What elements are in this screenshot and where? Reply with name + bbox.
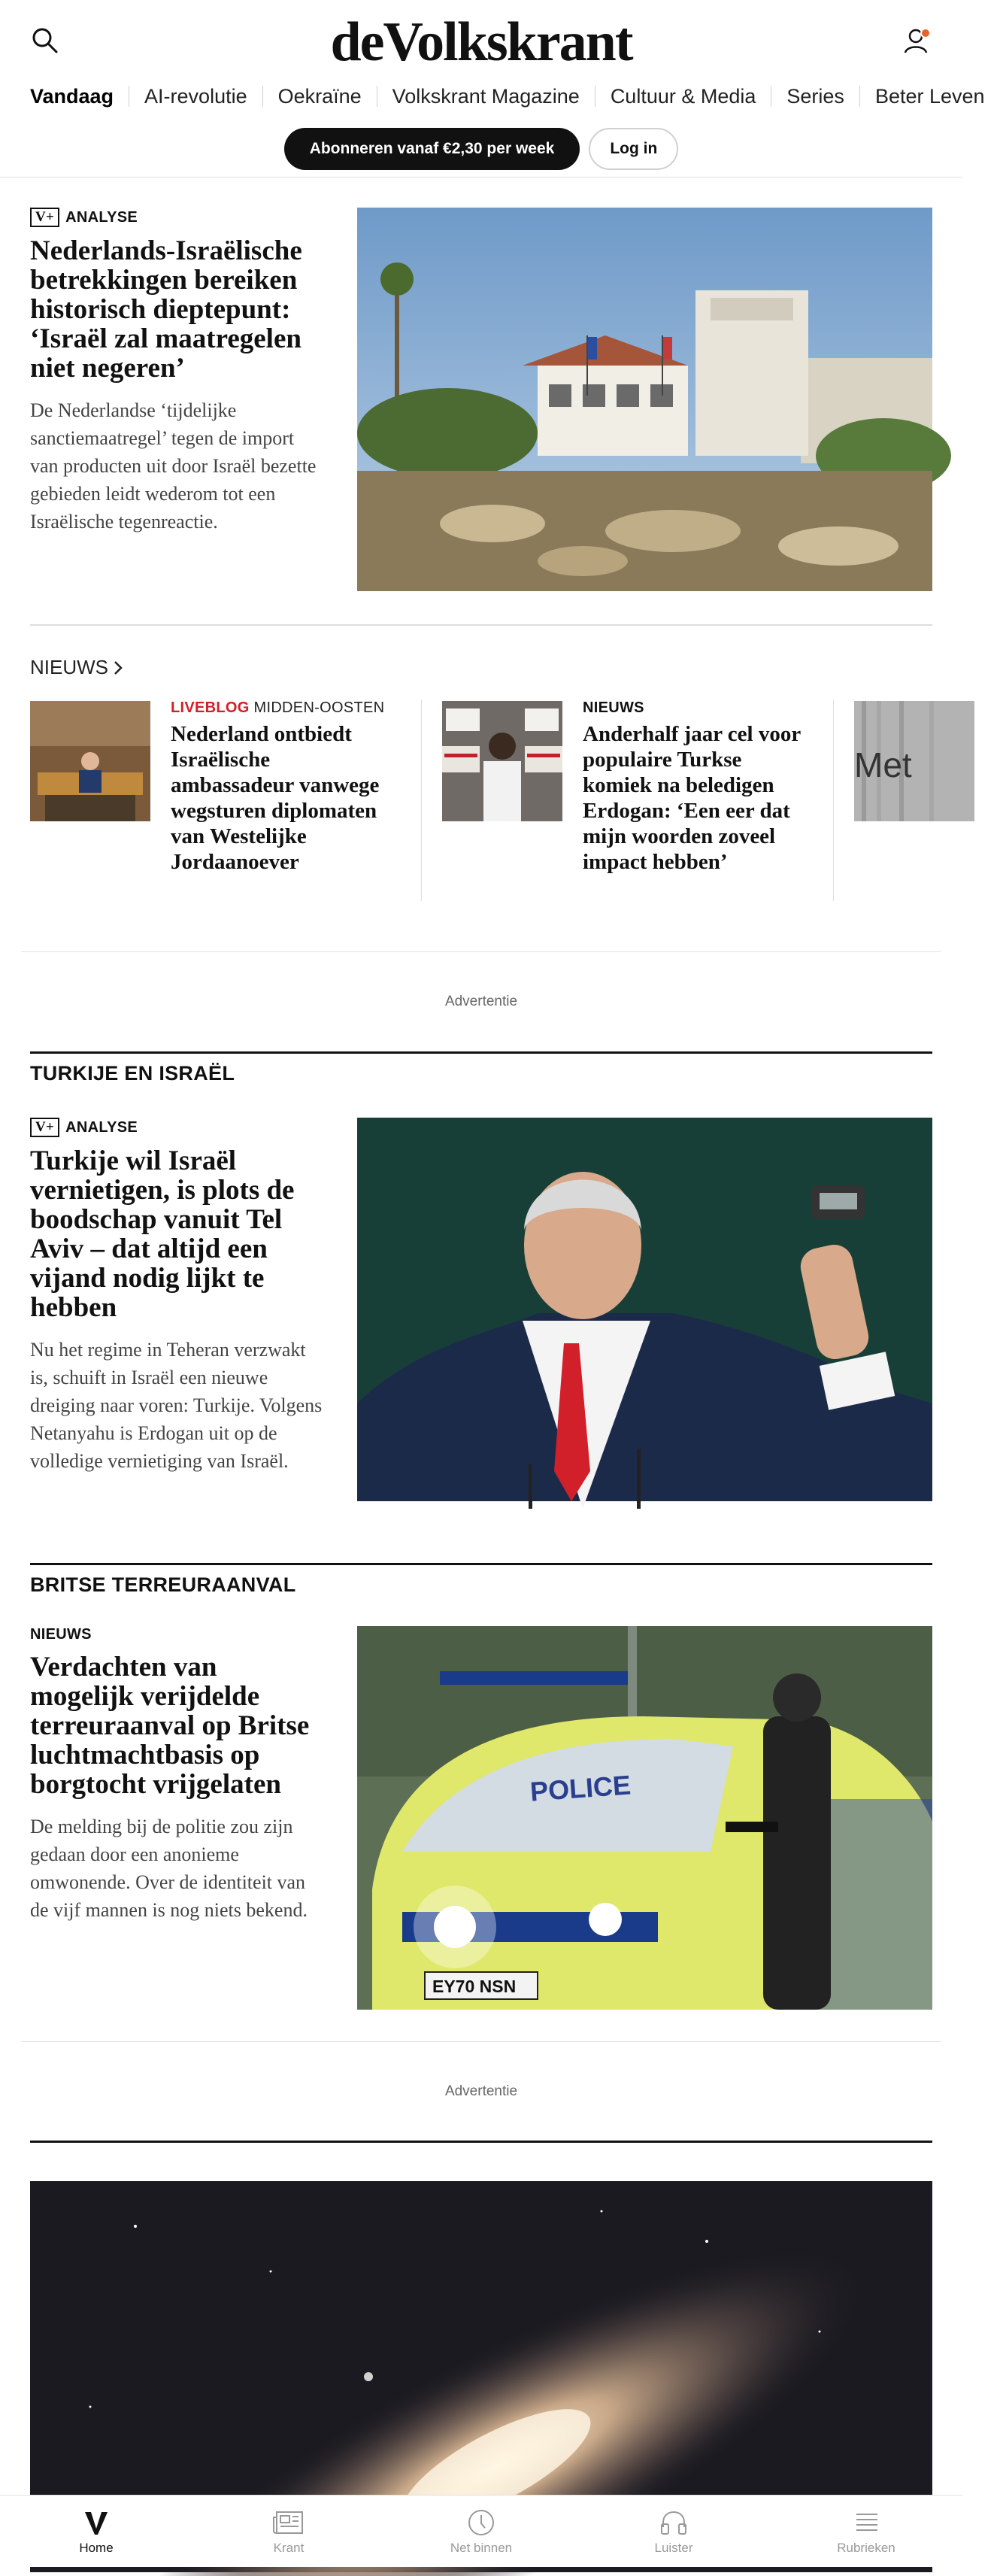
article-headline[interactable]: Nederlands-Israëlische betrekkingen bereiken historisch dieptepunt: ‘Israël zal maatregelen niet negeren’: [30, 235, 302, 384]
article-card[interactable]: [30, 1118, 932, 1501]
lead-article[interactable]: [30, 208, 932, 591]
police-car-text: POLICE: [529, 1769, 632, 1807]
label-text: NIEUWS: [30, 1626, 92, 1643]
nieuws-section-link[interactable]: [30, 656, 123, 679]
nav-item-series[interactable]: Series: [771, 86, 859, 107]
tab-home[interactable]: [0, 2496, 192, 2567]
section-title[interactable]: TURKIJE EN ISRAËL: [30, 1062, 235, 1085]
article-label: [30, 1118, 323, 1137]
account-button[interactable]: [902, 26, 932, 56]
tab-label: Net binnen: [450, 2540, 513, 2555]
article-image[interactable]: [357, 1118, 932, 1501]
list-icon: [852, 2510, 880, 2535]
section-divider: [21, 2041, 941, 2042]
nieuws-carousel[interactable]: [30, 699, 962, 903]
tab-net-binnen[interactable]: [385, 2496, 577, 2567]
section-rule: [30, 1563, 932, 1565]
vplus-badge: V+: [30, 1118, 59, 1137]
tab-rubrieken[interactable]: [770, 2496, 962, 2567]
tab-label: Rubrieken: [837, 2540, 895, 2555]
license-plate-text: EY70 NSN: [432, 1977, 517, 1996]
account-actions: [0, 128, 962, 170]
label-text: ANALYSE: [65, 208, 138, 226]
tab-luister[interactable]: [577, 2496, 770, 2567]
nav-item-ai-revolutie[interactable]: AI-revolutie: [129, 86, 262, 107]
tab-krant[interactable]: [192, 2496, 385, 2567]
section-divider: [30, 624, 932, 626]
article-label: [30, 208, 323, 227]
login-button[interactable]: Log in: [589, 128, 678, 170]
list-item-title[interactable]: Nederland ontbiedt Israëlische ambassadeur vanwege wegsturen diplomaten van Westelijke Jordaanoever: [171, 722, 380, 874]
meta-logo-text: Met: [854, 745, 912, 784]
article-intro: De melding bij de politie zou zijn gedaan door een anonieme omwonende. Over de identiteit van de vijf mannen is nog niets bekend.: [30, 1816, 308, 1921]
section-title[interactable]: BRITSE TERREURAANVAL: [30, 1573, 296, 1596]
newspaper-icon: [272, 2510, 305, 2535]
liveblog-tag: LIVEBLOG: [171, 699, 250, 716]
list-item-image: [30, 701, 150, 821]
list-item[interactable]: [854, 699, 974, 901]
bottom-tab-bar: [0, 2495, 962, 2567]
advertisement-label: Advertentie: [444, 994, 518, 1009]
article-image[interactable]: [357, 208, 932, 591]
article-image[interactable]: [357, 1626, 932, 2010]
list-item[interactable]: [442, 699, 833, 901]
site-logo[interactable]: deVolkskrant: [330, 11, 632, 73]
item-separator: [421, 699, 422, 901]
nav-item-cultuur-media[interactable]: Cultuur & Media: [595, 86, 771, 107]
nav-item-volkskrant-magazine[interactable]: Volkskrant Magazine: [377, 86, 595, 107]
kicker-text: MIDDEN-OOSTEN: [253, 699, 385, 716]
section-divider: [21, 951, 941, 952]
section-rule: [30, 1051, 932, 1054]
list-item-image: [854, 701, 974, 821]
v-logo-icon: [83, 2509, 110, 2536]
nieuws-title: NIEUWS: [30, 656, 108, 678]
article-label: [30, 1626, 323, 1643]
section-rule: [30, 2141, 932, 2143]
clock-icon: [467, 2508, 495, 2537]
label-text: ANALYSE: [65, 1118, 138, 1136]
article-headline[interactable]: Turkije wil Israël vernietigen, is plots de boodschap vanuit Tel Aviv – dat altijd een vijand nodig lijkt te hebben: [30, 1145, 295, 1323]
list-item-image: [442, 701, 562, 821]
main-nav: [30, 81, 1000, 111]
subscribe-button[interactable]: Abonneren vanaf €2,30 per week: [284, 128, 580, 170]
notification-badge: [920, 28, 931, 38]
item-separator: [833, 699, 834, 901]
list-item-kicker: [171, 699, 396, 717]
advertisement-label: Advertentie: [444, 2083, 518, 2099]
kicker-text: NIEUWS: [583, 699, 644, 716]
tab-label: Krant: [273, 2540, 305, 2555]
chevron-right-icon: [113, 660, 123, 676]
article-intro: De Nederlandse ‘tijdelijke sanctiemaatregel’ tegen de import van producten uit door Israël bezette gebieden leidt wederom tot een Israëlische tegenreactie.: [30, 399, 317, 532]
article-headline[interactable]: Verdachten van mogelijk verijdelde terreuraanval op Britse luchtmachtbasis op borgtocht vrijgelaten: [30, 1652, 310, 1800]
tab-label: Luister: [654, 2540, 693, 2555]
nav-item-vandaag[interactable]: Vandaag: [30, 85, 114, 108]
nav-item-oekraine[interactable]: Oekraïne: [262, 86, 377, 107]
site-header: [0, 0, 985, 177]
article-intro: Nu het regime in Teheran verzwakt is, schuift in Israël een nieuwe dreiging naar voren: Turkije. Volgens Netanyahu is Erdogan uit op de volledige vernietiging van Israël.: [30, 1339, 323, 1472]
feature-image[interactable]: [30, 2181, 932, 2495]
list-item-title[interactable]: Anderhalf jaar cel voor populaire Turkse komiek na beledigen Erdogan: ‘Een eer dat mijn woorden zoveel impact hebben’: [583, 722, 801, 874]
list-item-kicker: [583, 699, 808, 717]
vplus-badge: V+: [30, 208, 59, 227]
article-card[interactable]: [30, 1626, 932, 2010]
tab-label: Home: [79, 2540, 114, 2555]
nav-item-beter-leven[interactable]: Beter Leven: [859, 86, 1000, 107]
list-item[interactable]: [30, 699, 421, 901]
headphones-icon: [659, 2509, 688, 2536]
